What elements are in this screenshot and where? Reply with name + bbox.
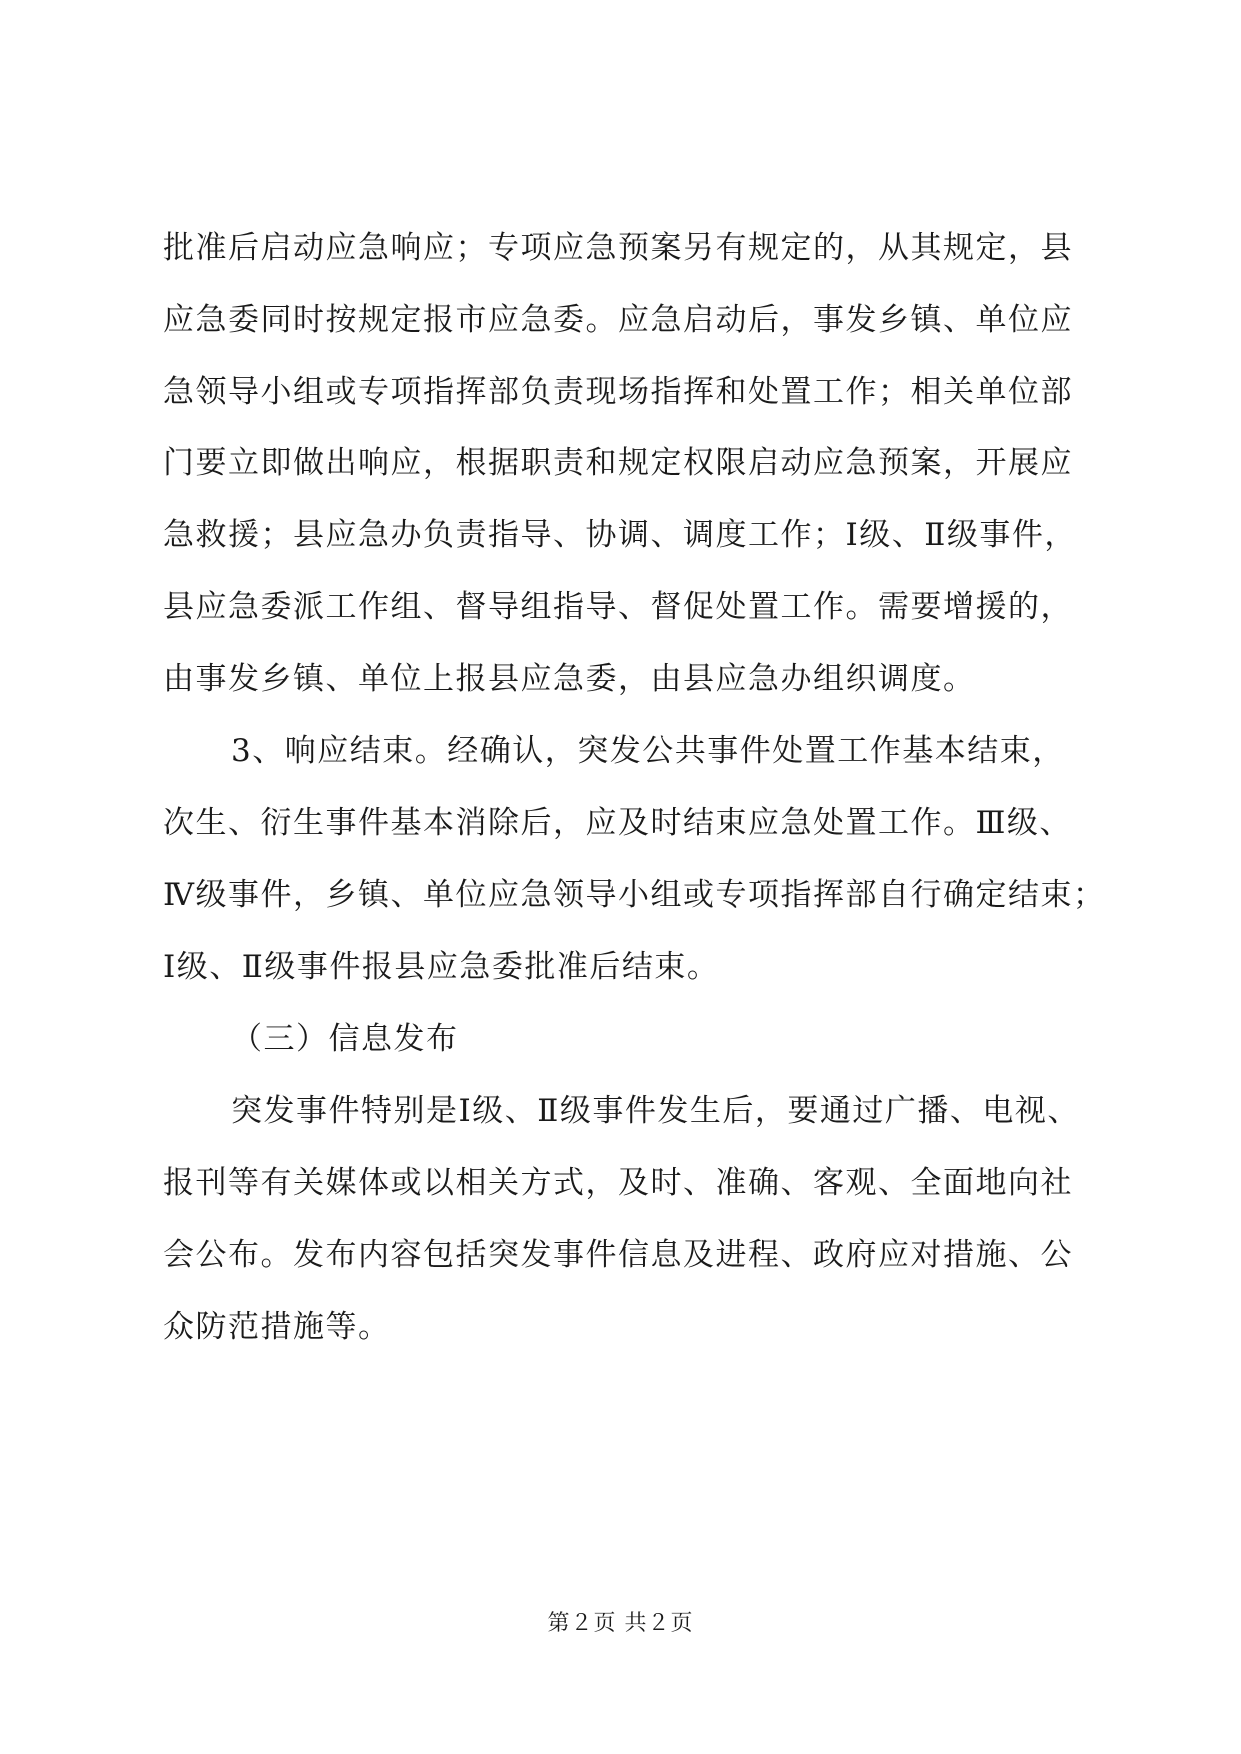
text-line: 门要立即做出响应，根据职责和规定权限启动应急预案，开展应 — [163, 445, 1073, 481]
text-line: 急领导小组或专项指挥部负责现场指挥和处置工作；相关单位部 — [163, 374, 1073, 410]
paragraph-start-line: 3、响应结束。经确认，突发公共事件处置工作基本结束， — [231, 733, 1065, 769]
paragraph-start-line: 突发事件特别是Ⅰ级、Ⅱ级事件发生后，要通过广播、电视、 — [231, 1093, 1080, 1129]
text-line: Ⅰ级、Ⅱ级事件报县应急委批准后结束。 — [163, 949, 720, 985]
text-line: 众防范措施等。 — [163, 1309, 391, 1345]
text-line: 批准后启动应急响应；专项应急预案另有规定的，从其规定，县 — [163, 230, 1073, 266]
page-number-footer: 第２页 共２页 — [547, 1611, 694, 1636]
text-line: 急救援；县应急办负责指导、协调、调度工作；Ⅰ级、Ⅱ级事件， — [163, 517, 1077, 553]
text-line: Ⅳ级事件，乡镇、单位应急领导小组或专项指挥部自行确定结束； — [163, 877, 1106, 913]
text-line: 由事发乡镇、单位上报县应急委，由县应急办组织调度。 — [163, 661, 976, 697]
section-heading: （三）信息发布 — [231, 1021, 459, 1057]
text-line: 县应急委派工作组、督导组指导、督促处置工作。需要增援的， — [163, 589, 1073, 625]
text-line: 报刊等有关媒体或以相关方式，及时、准确、客观、全面地向社 — [163, 1165, 1073, 1201]
text-line: 应急委同时按规定报市应急委。应急启动后，事发乡镇、单位应 — [163, 302, 1073, 338]
text-line: 会公布。发布内容包括突发事件信息及进程、政府应对措施、公 — [163, 1237, 1073, 1273]
text-line: 次生、衍生事件基本消除后，应及时结束应急处置工作。Ⅲ级、 — [163, 805, 1072, 841]
